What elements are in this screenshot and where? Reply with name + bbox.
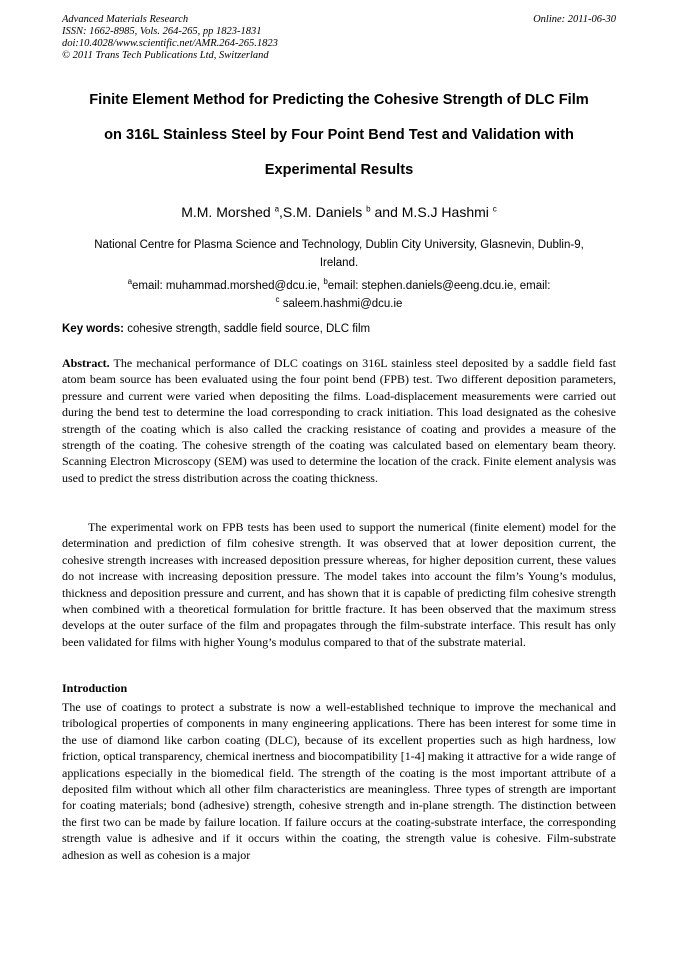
author-3: and M.S.J Hashmi [370,204,493,220]
email-line-1 [62,277,616,292]
author-1: M.M. Morshed [181,204,275,220]
keywords [62,323,370,335]
author-2: ,S.M. Daniels [279,204,367,220]
email-b-sup: b [323,277,328,287]
abstract-text-1: The mechanical performance of DLC coatings on 316L stainless steel deposited by a saddle field fast atom beam source has been evaluated using the four point bend (FPB) test. Two different deposition parameters, pressure and current were varied when depositing the films. Load-displacement measurements were carried out during the bend test to determine the load corresponding to crack initiation. This load designated as the cohesive strength of the coating which is also called the cracking resistance of coating and provides a measure of the strength of the coating. The cohesive strength of the coating was calculated based on elementary beam theory. Scanning Electron Microscopy (SEM) was used to determine the location of the crack. Finite element analysis was used to predict the stress distribution across the coating thickness. [62,356,616,485]
abstract-paragraph-2: The experimental work on FPB tests has been used to support the numerical (finite element) model for the determination and prediction of film cohesive strength. It was observed that at lower deposition current, the cohesive strength increases with increased deposition pressure whereas, for higher deposition current, these values do not increase with increasing deposition pressure. The model takes into account the film’s Young’s modulus, thickness and deposition pressure and current, and has shown that it is capable of predicting film cohesive strength when combined with a theoretical formulation for brittle fracture. It has been observed that the maximum stress develops at the outer surface of the film and propagates through the film-substrate interface. This result has only been validated for films with higher Young’s modulus compared to that of the substrate material. [62,520,616,649]
online-date: Online: 2011-06-30 [533,14,616,25]
title-line-2: on 316L Stainless Steel by Four Point Bend Test and Validation with [104,127,574,143]
keywords-text: cohesive strength, saddle field source, DLC film [124,323,371,335]
keywords-label: Key words: [62,323,124,335]
email-a-sup: a [127,277,133,287]
title-line-3: Experimental Results [264,162,414,178]
email-a: email: muhammad.morshed@dcu.ie, [132,280,324,292]
affiliation-line-2: Ireland. [319,257,359,269]
introduction-paragraph: The use of coatings to protect a substrate is now a well-established technique to improve the mechanical and tribological properties of components in many engineering applications. There has been interest for some time in the use of diamond like carbon coating (DLC), because of its excellent properties such as high hardness, low friction, optical transparency, chemical inertness and biocompatibility [1-4] making it attractive for a wide range of applications especially in the biomedical field. The strength of the coating is the most important attribute of a deposited film without which all other film characteristics are meaningless. Three types of strength are important for coating materials; bond (adhesive) strength, cohesive strength and in-plane strength. The distinction between the first two can be made by failure location. If failure occurs at the coating-substrate interface, the corresponding strength value is adhesive and if it occurs within the coating, the strength value is cohesive. Film-substrate adhesion as well as cohesion is a major [62,700,616,862]
doi-line: doi:10.4028/www.scientific.net/AMR.264-265.1823 [62,38,278,49]
author-list [40,204,638,220]
abstract-label: Abstract. [62,356,110,370]
author-1-sup: a [274,204,280,214]
email-line-2 [62,295,616,310]
author-3-sup: c [492,204,497,214]
email-c: saleem.hashmi@dcu.ie [279,298,403,310]
author-2-sup: b [366,204,371,214]
copyright-line: © 2011 Trans Tech Publications Ltd, Switzerland [62,50,269,61]
email-b: email: stephen.daniels@eeng.dcu.ie, email: [327,280,551,292]
journal-name: Advanced Materials Research [62,14,189,25]
abstract-paragraph-1 [62,355,616,486]
introduction-heading: Introduction [62,681,128,695]
email-c-sup: c [275,295,280,305]
journal-header [62,14,616,62]
issn-line: ISSN: 1662-8985, Vols. 264-265, pp 1823-1831 [62,26,262,37]
title-line-1: Finite Element Method for Predicting the Cohesive Strength of DLC Film [89,92,589,108]
affiliation-line-1: National Centre for Plasma Science and Technology, Dublin City University, Glasnevin, Dublin-9, [94,239,584,251]
